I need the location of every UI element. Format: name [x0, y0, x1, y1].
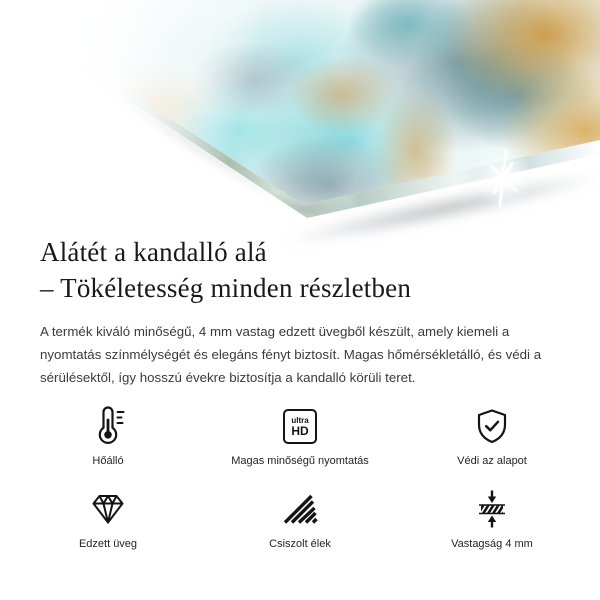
- feature-label: Edzett üveg: [78, 538, 138, 550]
- title-line-1: Alátét a kandalló alá: [40, 237, 267, 267]
- feature-tempered-glass: [12, 487, 204, 551]
- hero-image: [0, 0, 600, 230]
- page-title: [40, 234, 560, 306]
- ultra-hd-icon: [283, 404, 317, 448]
- shield-check-icon: [472, 404, 512, 448]
- uhd-badge-bottom: HD: [291, 423, 309, 438]
- feature-label: Védi az alapot: [457, 455, 527, 467]
- polished-edges-icon: [280, 487, 320, 531]
- feature-label: Hőálló: [92, 455, 124, 467]
- diamond-icon: [88, 487, 128, 531]
- feature-grid: [12, 404, 588, 551]
- thickness-icon: [472, 487, 512, 531]
- feature-protects-base: [396, 404, 588, 468]
- thermometer-icon: [88, 404, 128, 448]
- feature-thickness: [396, 487, 588, 551]
- text-content: [40, 234, 560, 389]
- uhd-badge-top: ultra: [291, 415, 309, 425]
- feature-print-quality: [204, 404, 396, 468]
- feature-label: Csiszolt élek: [269, 538, 331, 550]
- feature-label: Magas minőségű nyomtatás: [231, 455, 369, 467]
- feature-label: Vastagság 4 mm: [451, 538, 533, 550]
- product-description: A termék kiváló minőségű, 4 mm vastag edzett üvegből készült, amely kiemeli a nyomtatás színmélységét és elegáns fényt biztosít. Magas hőmérsékletálló, és védi a sérülésektől, így hosszú évekre biztosítja a kandalló körüli teret.: [40, 324, 542, 385]
- feature-polished-edges: [204, 487, 396, 551]
- title-line-2: – Tökéletesség minden részletben: [40, 273, 412, 303]
- feature-heat-resistant: [12, 404, 204, 468]
